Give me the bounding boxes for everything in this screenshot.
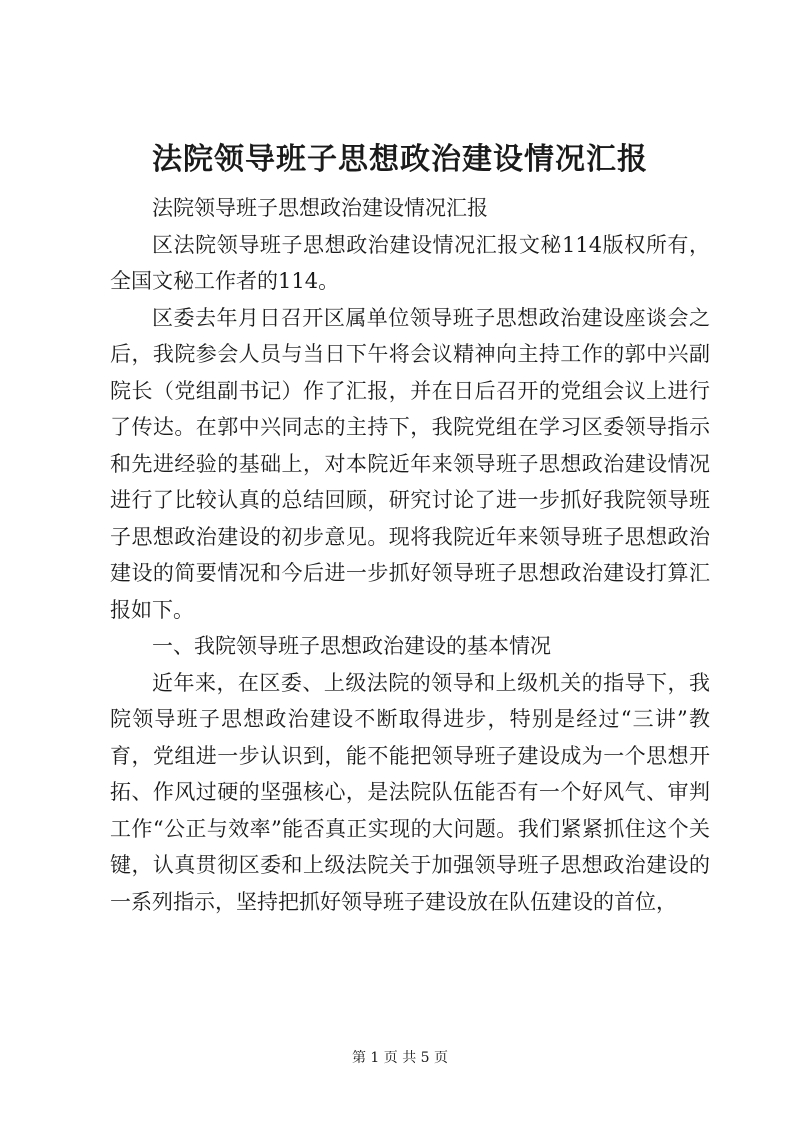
paragraph-subtitle: 法院领导班子思想政治建设情况汇报 [152, 196, 488, 220]
paragraph-intro: 区法院领导班子思想政治建设情况汇报文秘114版权所有，全国文秘工作者的114。 [110, 232, 710, 293]
paragraph-background: 区委去年月日召开区属单位领导班子思想政治建设座谈会之后，我院参会人员与当日下午将会议精神向主持工作的郭中兴副院长（党组副书记）作了汇报，并在日后召开的党组会议上进行了传达。在郭中兴同志的主持下，我院党组在学习区委领导指示和先进经验的基础上，对本院近年来领导班子思想政治建设情况进行了比较认真的总结回顾，研究讨论了进一步抓好我院领导班子思想政治建设的初步意见。现将我院近年来领导班子思想政治建设的简要情况和今后进一步抓好领导班子思想政治建设打算汇报如下。 [110, 305, 710, 622]
document-body [110, 190, 710, 920]
page-footer: 第 1 页 共 5 页 [351, 1050, 449, 1066]
section-heading-1: 一、我院领导班子思想政治建设的基本情况 [152, 634, 551, 658]
paragraph-section-1: 近年来，在区委、上级法院的领导和上级机关的指导下，我院领导班子思想政治建设不断取得进步，特别是经过“三讲”教育，党组进一步认识到，能不能把领导班子建设成为一个思想开拓、作风过硬的坚强核心，是法院队伍能否有一个好风气、审判工作“公正与效率”能否真正实现的大问题。我们紧紧抓住这个关键，认真贯彻区委和上级法院关于加强领导班子思想政治建设的一系列指示，坚持把抓好领导班子建设放在队伍建设的首位， [110, 670, 710, 914]
document-title: 法院领导班子思想政治建设情况汇报 [152, 142, 648, 177]
